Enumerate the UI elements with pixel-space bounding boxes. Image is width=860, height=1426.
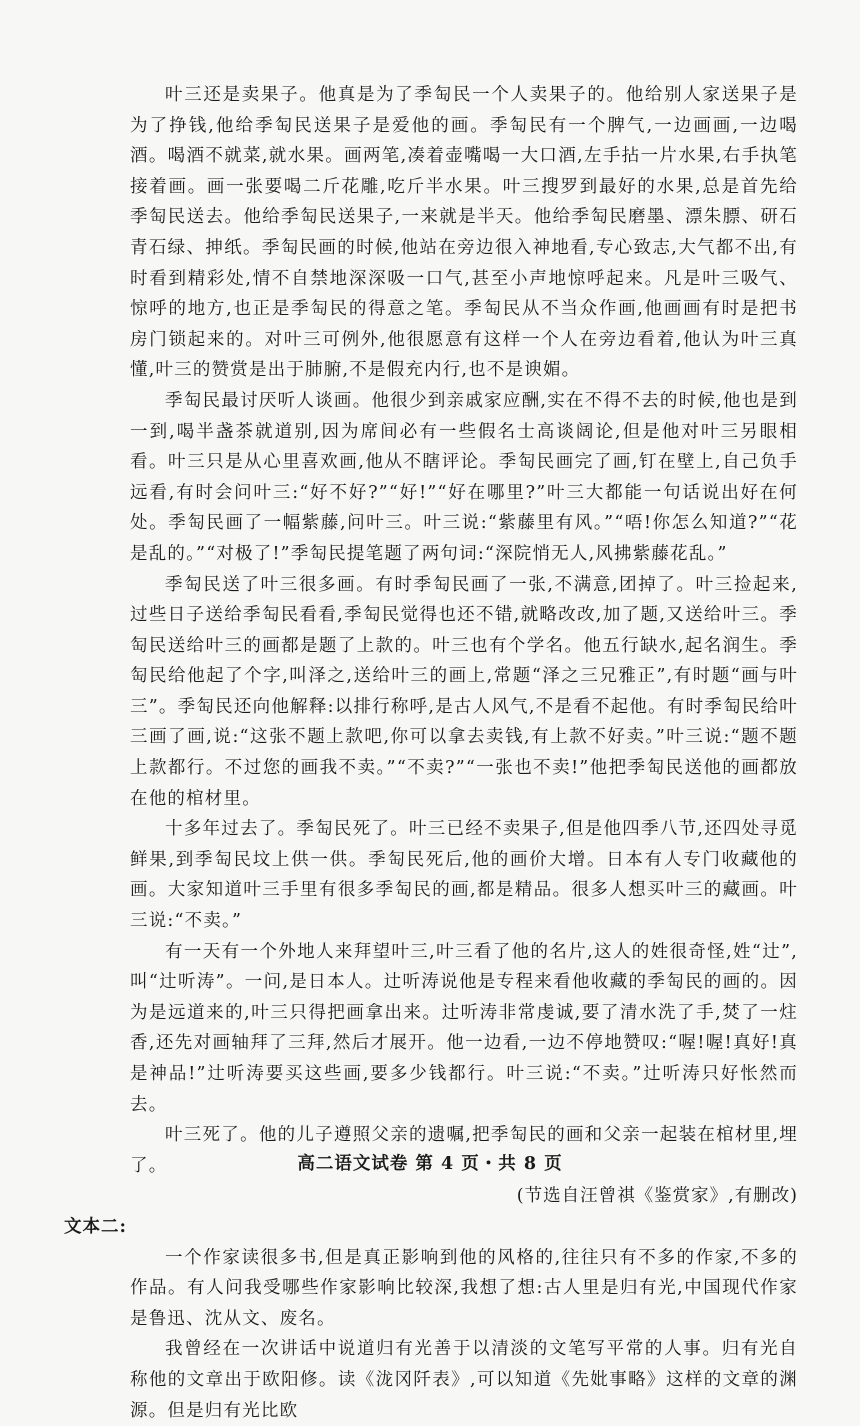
text1-paragraph-1: 叶三还是卖果子。他真是为了季匋民一个人卖果子的。他给别人家送果子是为了挣钱,他给季匋民送果子是爱他的画。季匋民有一个脾气,一边画画,一边喝酒。喝酒不就菜,就水果。画两笔,凑着壶嘴喝一大口酒,左手拈一片水果,右手执笔接着画。画一张要喝二斤花雕,吃斤半水果。叶三搜罗到最好的水果,总是首先给季匋民送去。他给季匋民送果子,一来就是半天。他给季匋民磨墨、漂朱膘、研石青石绿、抻纸。季匋民画的时候,他站在旁边很入神地看,专心致志,大气都不出,有时看到精彩处,情不自禁地深深吸一口气,甚至小声地惊呼起来。凡是叶三吸气、惊呼的地方,也正是季匋民的得意之笔。季匋民从不当众作画,他画画有时是把书房门锁起来的。对叶三可例外,他很愿意有这样一个人在旁边看着,他认为叶三真懂,叶三的赞赏是出于肺腑,不是假充内行,也不是谀媚。 — [130, 85, 798, 381]
text1-paragraph-3: 季匋民送了叶三很多画。有时季匋民画了一张,不满意,团掉了。叶三捡起来,过些日子送给季匋民看看,季匋民觉得也还不错,就略改改,加了题,又送给叶三。季匋民送给叶三的画都是题了上款的。叶三也有个学名。他五行缺水,起名润生。季匋民给他起了个字,叫泽之,送给叶三的画上,常题“泽之三兄雅正”,有时题“画与叶三”。季匋民还向他解释:以排行称呼,是古人风气,不是看不起他。有时季匋民给叶三画了画,说:“这张不题上款吧,你可以拿去卖钱,有上款不好卖。”叶三说:“题不题上款都行。不过您的画我不卖。”“不卖?”“一张也不卖!”他把季匋民送他的画都放在他的棺材里。 — [130, 574, 798, 809]
text2-heading: 文本二: — [64, 1216, 127, 1237]
text2-section — [64, 1212, 798, 1426]
text1-paragraph-6: 叶三死了。他的儿子遵照父亲的遗嘱,把季匋民的画和父亲一起装在棺材里,埋了。 — [130, 1125, 798, 1176]
text1-paragraph-4: 十多年过去了。季匋民死了。叶三已经不卖果子,但是他四季八节,还四处寻觅鲜果,到季匋民坟上供一供。季匋民死后,他的画价大增。日本有人专门收藏他的画。大家知道叶三手里有很多季匋民的画,都是精品。很多人想买叶三的藏画。叶三说:“不卖。” — [130, 819, 798, 932]
text1-paragraph-2: 季匋民最讨厌听人谈画。他很少到亲戚家应酬,实在不得不去的时候,他也是到一到,喝半盏茶就道别,因为席间必有一些假名士高谈阔论,但是他对叶三另眼相看。叶三只是从心里喜欢画,他从不瞎评论。季匋民画完了画,钉在壁上,自己负手远看,有时会问叶三:“好不好?”“好!”“好在哪里?”叶三大都能一句话说出好在何处。季匋民画了一幅紫藤,问叶三。叶三说:“紫藤里有风。”“唔!你怎么知道?”“花是乱的。”“对极了!”季匋民提笔题了两句词:“深院悄无人,风拂紫藤花乱。” — [130, 390, 798, 564]
text1-paragraph-5: 有一天有一个外地人来拜望叶三,叶三看了他的名片,这人的姓很奇怪,姓“辻”,叫“辻听涛”。一问,是日本人。辻听涛说他是专程来看他收藏的季匋民的画的。因为是远道来的,叶三只得把画拿出来。辻听涛非常虔诚,要了清水洗了手,焚了一炷香,还先对画轴拜了三拜,然后才展开。他一边看,一边不停地赞叹:“喔!喔!真好!真是神品!”辻听涛要买这些画,要多少钱都行。叶三说:“不卖。”辻听涛只好怅然而去。 — [130, 941, 798, 1115]
text1-source-note: (节选自汪曾祺《鉴赏家》,有删改) — [516, 1186, 798, 1207]
text2-paragraph-2: 我曾经在一次讲话中说道归有光善于以清淡的文笔写平常的人事。归有光自称他的文章出于欧阳修。读《泷冈阡表》,可以知道《先妣事略》这样的文章的渊源。但是归有光比欧 — [130, 1339, 798, 1421]
text2-paragraph-1: 一个作家读很多书,但是真正影响到他的风格的,往往只有不多的作家,不多的作品。有人问我受哪些作家影响比较深,我想了想:古人里是归有光,中国现代作家是鲁迅、沈从文、废名。 — [130, 1247, 798, 1329]
text1-section — [130, 80, 798, 1212]
page-footer: 高二语文试卷 第 4 页・共 8 页 — [297, 1154, 563, 1174]
